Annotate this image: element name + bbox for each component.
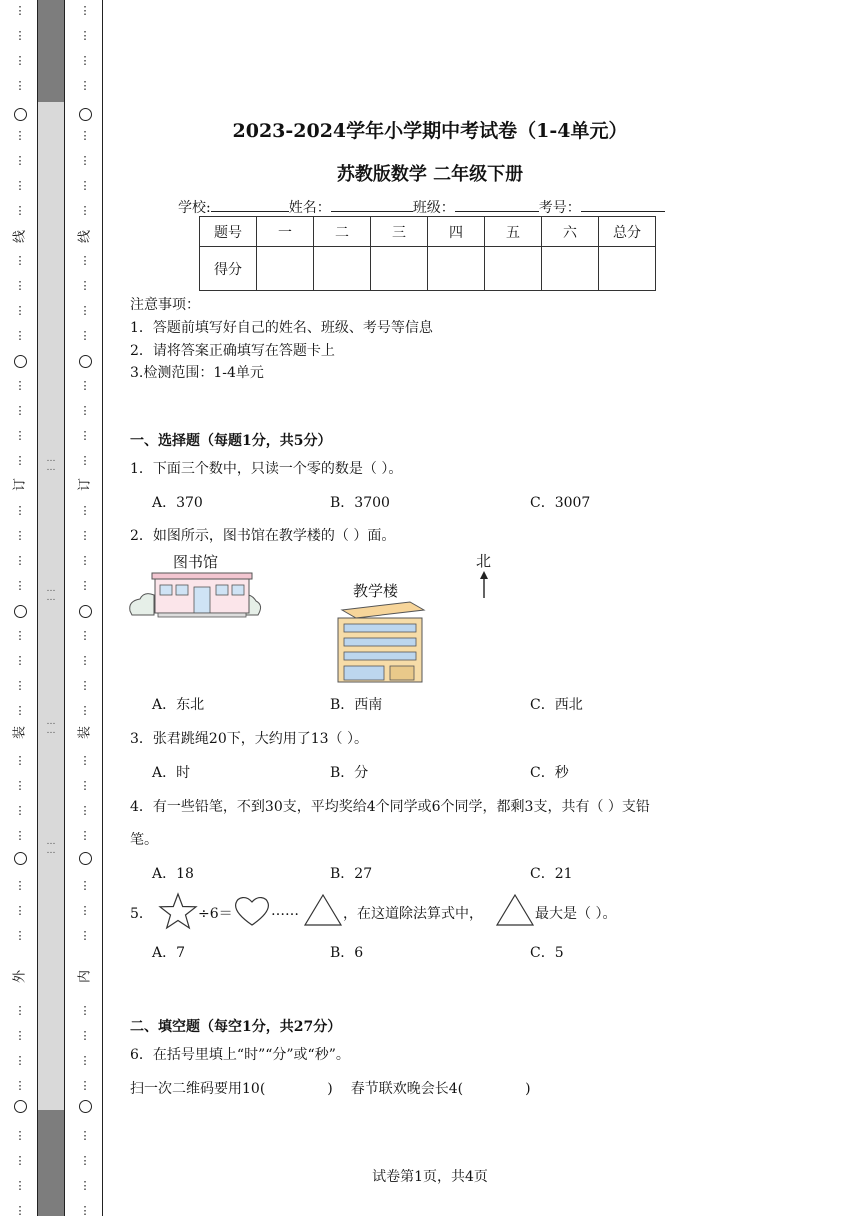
- binding-dots: ⋮: [14, 679, 26, 692]
- binding-dots: ⋮: [79, 329, 91, 342]
- binding-dots: ⋮: [14, 579, 26, 592]
- binding-dots: ⋮: [79, 579, 91, 592]
- binding-circle-icon: [77, 605, 93, 618]
- score-header: 一: [257, 217, 314, 247]
- binding-dots: ⋮: [79, 454, 91, 467]
- class-label: 班级：: [412, 200, 455, 216]
- binding-dots: ⋮: [14, 654, 26, 667]
- q6-part1-end: ): [327, 1081, 333, 1097]
- binding-dots: ⋮: [14, 1004, 26, 1017]
- q5-end-text: 最大是（ ）。: [535, 906, 617, 922]
- q2-option-b[interactable]: B．西南: [330, 697, 383, 713]
- q4-option-a[interactable]: A．18: [152, 866, 194, 882]
- binding-dots: ⋮: [79, 1179, 91, 1192]
- binding-dots: ⋮: [79, 1029, 91, 1042]
- binding-dots: ⋮: [14, 704, 26, 717]
- binding-dots: ⋮: [14, 454, 26, 467]
- binding-char: 装: [77, 726, 93, 740]
- binding-dots: ⋮: [79, 704, 91, 717]
- class-field[interactable]: [455, 197, 539, 212]
- binding-dots: ⋮: [79, 504, 91, 517]
- q5-number: 5．: [130, 906, 153, 922]
- binding-dots: ⋮: [14, 254, 26, 267]
- binding-dots: ⋮: [14, 1154, 26, 1167]
- q5-middle-text: ，在这道除法算式中，: [343, 906, 483, 922]
- binding-circle-icon: [12, 1100, 28, 1113]
- binding-dots: ⋮: [14, 129, 26, 142]
- note-item: 1．答题前填写好自己的姓名、班级、考号等信息: [130, 320, 433, 336]
- north-arrow-icon: [474, 570, 494, 600]
- score-cell[interactable]: [371, 247, 428, 291]
- q1-option-b[interactable]: B．3700: [330, 495, 390, 511]
- binding-char: 装: [12, 726, 28, 740]
- score-header: 六: [542, 217, 599, 247]
- binding-dots: ⋮: [79, 304, 91, 317]
- binding-dots: ⋮: [14, 204, 26, 217]
- score-cell[interactable]: [314, 247, 371, 291]
- star-icon: [158, 892, 198, 930]
- q1-stem: 1．下面三个数中，只读一个零的数是（ ）。: [130, 461, 403, 477]
- q1-option-a[interactable]: A．370: [152, 495, 203, 511]
- q2-option-a[interactable]: A．东北: [152, 697, 205, 713]
- north-indicator: [474, 550, 494, 600]
- binding-dots: ⋮: [14, 329, 26, 342]
- binding-dots: ⋮: [79, 1054, 91, 1067]
- binding-line-3: [102, 0, 103, 1216]
- school-field[interactable]: [211, 197, 289, 212]
- binding-dots: ⋮: [79, 129, 91, 142]
- binding-dots: ⋮: [14, 4, 26, 17]
- binding-dots: ⋮: [14, 1179, 26, 1192]
- binding-char: 线: [77, 230, 93, 244]
- binding-dots: ⋮: [79, 529, 91, 542]
- score-row-label: 得分: [200, 247, 257, 291]
- binding-dots: ⋮: [79, 829, 91, 842]
- teaching-building-label: 教学楼: [353, 582, 399, 600]
- library-building-icon: [128, 551, 263, 621]
- school-label: 学校:: [178, 200, 211, 216]
- binding-dots: ⋮: [79, 779, 91, 792]
- q2-option-c[interactable]: C．西北: [530, 697, 583, 713]
- binding-circle-icon: [12, 605, 28, 618]
- binding-dots: ⋮: [79, 1079, 91, 1092]
- binding-dots: ⋮: [79, 754, 91, 767]
- name-label: 姓名：: [288, 200, 331, 216]
- score-cell[interactable]: [542, 247, 599, 291]
- q3-option-b[interactable]: B．分: [330, 765, 369, 781]
- binding-dots: ⋮: [14, 379, 26, 392]
- binding-dots: ⋮: [14, 629, 26, 642]
- q5-option-a[interactable]: A．7: [152, 945, 186, 961]
- binding-circle-icon: [12, 355, 28, 368]
- binding-dots: ⋮: [14, 429, 26, 442]
- binding-bar-bottom: [38, 1110, 64, 1216]
- score-header: 题号: [200, 217, 257, 247]
- binding-dots: ⋮: [14, 1029, 26, 1042]
- binding-tick: … …: [46, 837, 56, 856]
- score-cell[interactable]: [257, 247, 314, 291]
- note-item: 3.检测范围：1-4单元: [130, 365, 264, 381]
- binding-dots: ⋮: [79, 54, 91, 67]
- library-label: 图书馆: [173, 553, 219, 571]
- triangle-icon: [495, 893, 535, 927]
- binding-dots: ⋮: [14, 29, 26, 42]
- binding-dots: ⋮: [79, 1004, 91, 1017]
- section1-heading: 一、选择题（每题1分，共5分）: [130, 433, 332, 449]
- binding-dots: ⋮: [14, 904, 26, 917]
- north-label: 北: [476, 552, 492, 570]
- name-field[interactable]: [331, 197, 413, 212]
- binding-tick: … …: [46, 454, 56, 473]
- score-cell[interactable]: [599, 247, 656, 291]
- library-illustration: [128, 551, 263, 623]
- info-line: [178, 197, 665, 217]
- binding-dots: ⋮: [14, 1054, 26, 1067]
- binding-bar-mid: [38, 102, 64, 1110]
- binding-dots: ⋮: [14, 79, 26, 92]
- q4-option-b[interactable]: B．27: [330, 866, 373, 882]
- binding-dots: ⋮: [79, 679, 91, 692]
- score-cell[interactable]: [428, 247, 485, 291]
- binding-dots: ⋮: [14, 554, 26, 567]
- q5-dots: ……: [271, 903, 299, 919]
- binding-dots: ⋮: [79, 429, 91, 442]
- score-table: [199, 216, 656, 291]
- binding-dots: ⋮: [14, 504, 26, 517]
- section2-heading: 二、填空题（每空1分，共27分）: [130, 1019, 342, 1035]
- binding-char: 外: [12, 970, 28, 984]
- binding-dots: ⋮: [14, 154, 26, 167]
- binding-dots: ⋮: [79, 404, 91, 417]
- binding-char: 订: [12, 478, 28, 492]
- page-footer: 试卷第1页，共4页: [372, 1169, 488, 1185]
- binding-dots: ⋮: [79, 929, 91, 942]
- q2-stem: 2．如图所示，图书馆在教学楼的（ ）面。: [130, 528, 396, 544]
- binding-dots: ⋮: [79, 279, 91, 292]
- exam-title: 2023-2024学年小学期中考试卷（1-4单元）: [232, 120, 628, 142]
- binding-line-2: [64, 0, 65, 1216]
- binding-dots: ⋮: [79, 4, 91, 17]
- binding-circle-icon: [77, 1100, 93, 1113]
- binding-circle-icon: [12, 108, 28, 121]
- binding-dots: ⋮: [14, 754, 26, 767]
- binding-dots: ⋮: [79, 804, 91, 817]
- q6-stem: 6．在括号里填上“时”“分”或“秒”。: [130, 1047, 350, 1063]
- score-header: 四: [428, 217, 485, 247]
- teaching-building-icon: [332, 600, 427, 684]
- binding-dots: ⋮: [79, 379, 91, 392]
- q4-option-c[interactable]: C．21: [530, 866, 573, 882]
- binding-dots: ⋮: [14, 1129, 26, 1142]
- binding-dots: ⋮: [14, 829, 26, 842]
- binding-dots: ⋮: [79, 554, 91, 567]
- binding-circle-icon: [77, 852, 93, 865]
- triangle-icon: [303, 893, 343, 927]
- exam-subtitle: 苏教版数学 二年级下册: [336, 164, 524, 185]
- q5-option-b[interactable]: B．6: [330, 945, 364, 961]
- q3-option-c[interactable]: C．秒: [530, 765, 569, 781]
- binding-char: 线: [12, 230, 28, 244]
- q5-option-c[interactable]: C．5: [530, 945, 564, 961]
- binding-char: 内: [77, 970, 93, 984]
- binding-circle-icon: [77, 355, 93, 368]
- outer-binding-column: [12, 0, 28, 1216]
- q4-stem: 4．有一些铅笔，不到30支，平均奖给4个同学或6个同学，都剩3支，共有（ ）支铅: [130, 799, 650, 815]
- binding-dots: ⋮: [14, 929, 26, 942]
- score-header: 三: [371, 217, 428, 247]
- q6-line: [130, 1078, 531, 1098]
- binding-dots: ⋮: [79, 654, 91, 667]
- binding-dots: ⋮: [79, 154, 91, 167]
- q6-part2-end: ): [525, 1081, 531, 1097]
- binding-circle-icon: [12, 852, 28, 865]
- binding-bar-top: [38, 0, 64, 102]
- binding-char: 订: [77, 478, 93, 492]
- teaching-building-illustration: [332, 578, 427, 684]
- binding-dots: ⋮: [14, 804, 26, 817]
- q6-part2: 春节联欢晚会长4(: [350, 1081, 464, 1097]
- binding-tick: … …: [46, 717, 56, 736]
- binding-dots: ⋮: [14, 404, 26, 417]
- q6-part1: 扫一次二维码要用10(: [130, 1081, 266, 1097]
- binding-dots: ⋮: [14, 54, 26, 67]
- binding-dots: ⋮: [79, 629, 91, 642]
- binding-dots: ⋮: [79, 204, 91, 217]
- binding-dots: ⋮: [14, 529, 26, 542]
- binding-dots: ⋮: [14, 1079, 26, 1092]
- q1-option-c[interactable]: C．3007: [530, 495, 591, 511]
- notes-heading: 注意事项：: [130, 297, 200, 313]
- score-cell[interactable]: [485, 247, 542, 291]
- q4-stem-cont: 笔。: [130, 832, 158, 848]
- q5-divide-text: ÷6＝: [198, 906, 233, 922]
- binding-dots: ⋮: [14, 279, 26, 292]
- score-header: 五: [485, 217, 542, 247]
- binding-dots: ⋮: [79, 254, 91, 267]
- binding-dots: ⋮: [79, 79, 91, 92]
- exam-no-label: 考号：: [538, 200, 581, 216]
- binding-dots: ⋮: [79, 879, 91, 892]
- binding-dots: ⋮: [14, 779, 26, 792]
- inner-binding-column: [77, 0, 93, 1216]
- binding-dots: ⋮: [14, 304, 26, 317]
- binding-dots: ⋮: [14, 1204, 26, 1217]
- binding-tick: … …: [46, 584, 56, 603]
- heart-icon: [233, 894, 271, 928]
- binding-circle-icon: [77, 108, 93, 121]
- binding-dots: ⋮: [79, 1154, 91, 1167]
- binding-dots: ⋮: [79, 179, 91, 192]
- binding-dots: ⋮: [14, 879, 26, 892]
- note-item: 2．请将答案正确填写在答题卡上: [130, 343, 335, 359]
- binding-dots: ⋮: [79, 1204, 91, 1217]
- binding-dots: ⋮: [79, 1129, 91, 1142]
- exam-no-field[interactable]: [581, 197, 665, 212]
- score-header: 二: [314, 217, 371, 247]
- binding-dots: ⋮: [79, 29, 91, 42]
- q3-option-a[interactable]: A．时: [152, 765, 191, 781]
- q3-stem: 3．张君跳绳20下，大约用了13（ ）。: [130, 731, 368, 747]
- score-header: 总分: [599, 217, 656, 247]
- binding-dots: ⋮: [14, 179, 26, 192]
- binding-dots: ⋮: [79, 904, 91, 917]
